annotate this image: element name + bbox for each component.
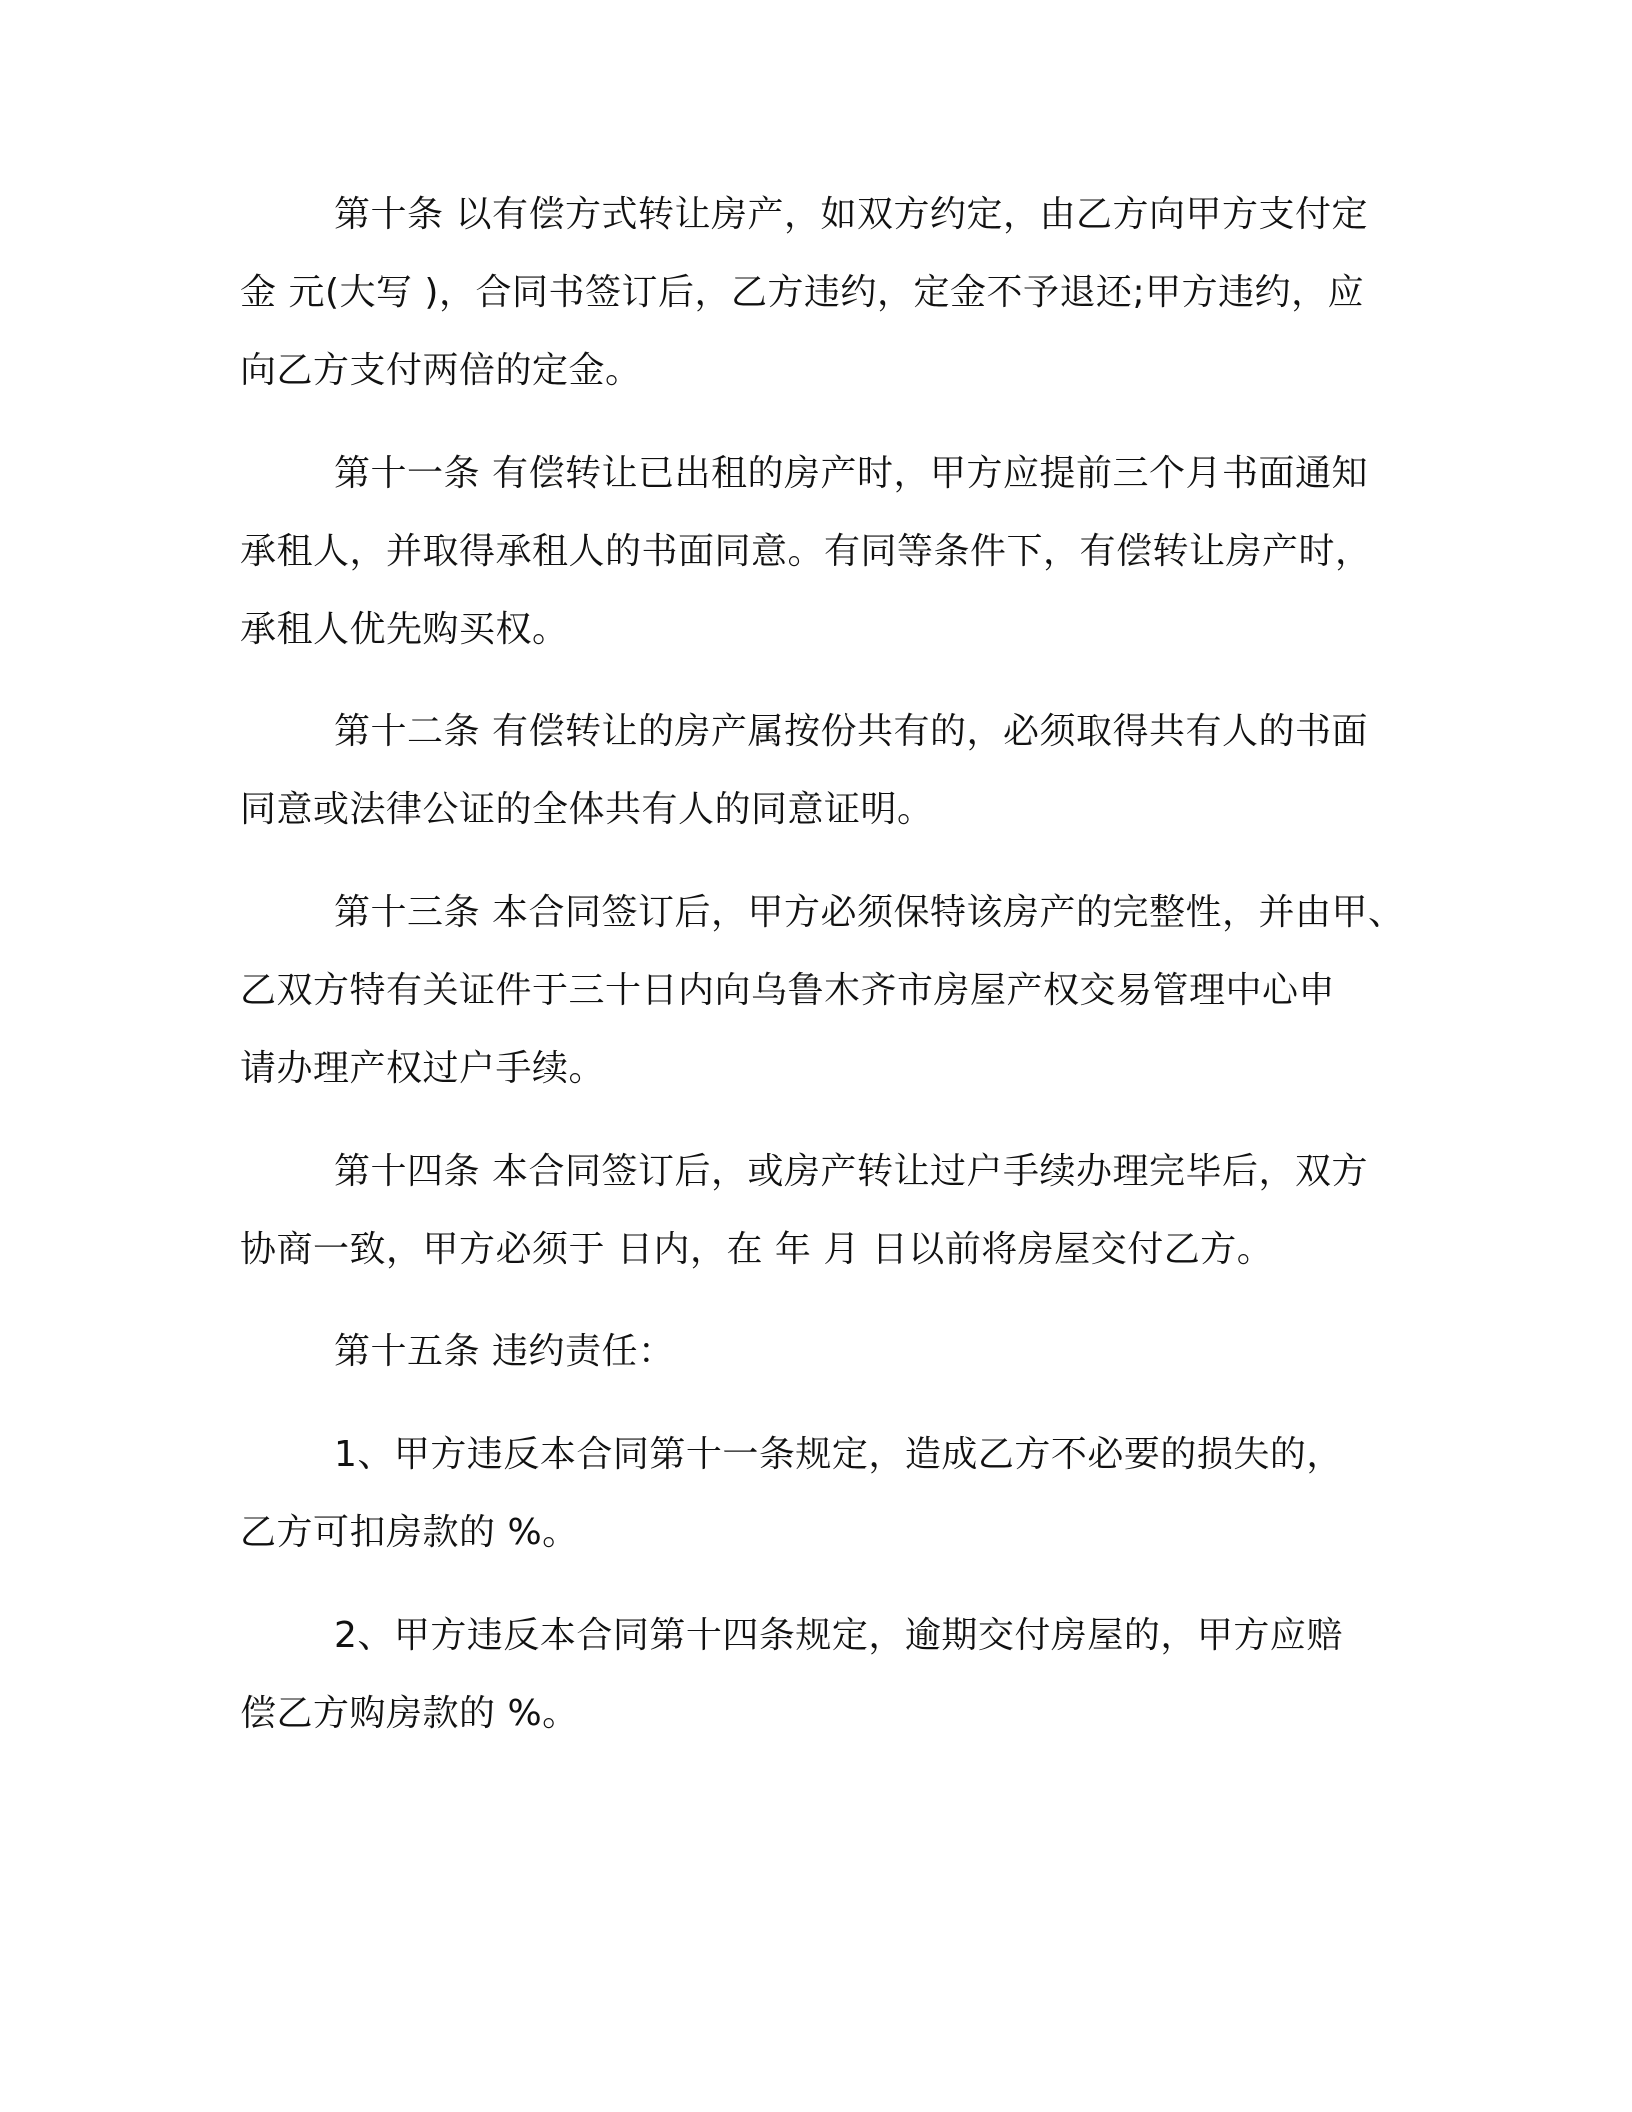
text-line: 第十三条 本合同签订后，甲方必须保特该房产的完整性，并由甲、 — [334, 892, 1405, 933]
text-line: 2、甲方违反本合同第十四条规定，逾期交付房屋的，甲方应赔 — [334, 1615, 1343, 1656]
text-line: 协商一致，甲方必须于 日内，在 年 月 日以前将房屋交付乙方。 — [240, 1229, 1274, 1270]
text-line: 第十四条 本合同签订后，或房产转让过户手续办理完毕后，双方 — [334, 1151, 1368, 1192]
text-line: 第十二条 有偿转让的房产属按份共有的，必须取得共有人的书面 — [334, 711, 1368, 752]
text-line: 请办理产权过户手续。 — [240, 1048, 606, 1089]
text-line: 承租人，并取得承租人的书面同意。有同等条件下，有偿转让房产时， — [240, 531, 1372, 572]
text-line: 乙双方特有关证件于三十日内向乌鲁木齐市房屋产权交易管理中心申 — [240, 970, 1336, 1011]
text-line: 同意或法律公证的全体共有人的同意证明。 — [240, 789, 934, 830]
text-line: 偿乙方购房款的 %。 — [240, 1693, 579, 1734]
text-line: 向乙方支付两倍的定金。 — [240, 350, 642, 391]
text-line: 1、甲方违反本合同第十一条规定，造成乙方不必要的损失的， — [334, 1434, 1343, 1475]
text-line: 金 元(大写 )，合同书签订后，乙方违约，定金不予退还;甲方违约，应 — [240, 272, 1365, 313]
text-line: 第十条 以有偿方式转让房产，如双方约定，由乙方向甲方支付定 — [334, 194, 1368, 235]
text-line: 第十五条 违约责任： — [334, 1331, 675, 1372]
text-line: 承租人优先购买权。 — [240, 609, 569, 650]
text-line: 第十一条 有偿转让已出租的房产时，甲方应提前三个月书面通知 — [334, 453, 1368, 494]
text-line: 乙方可扣房款的 %。 — [240, 1512, 579, 1553]
